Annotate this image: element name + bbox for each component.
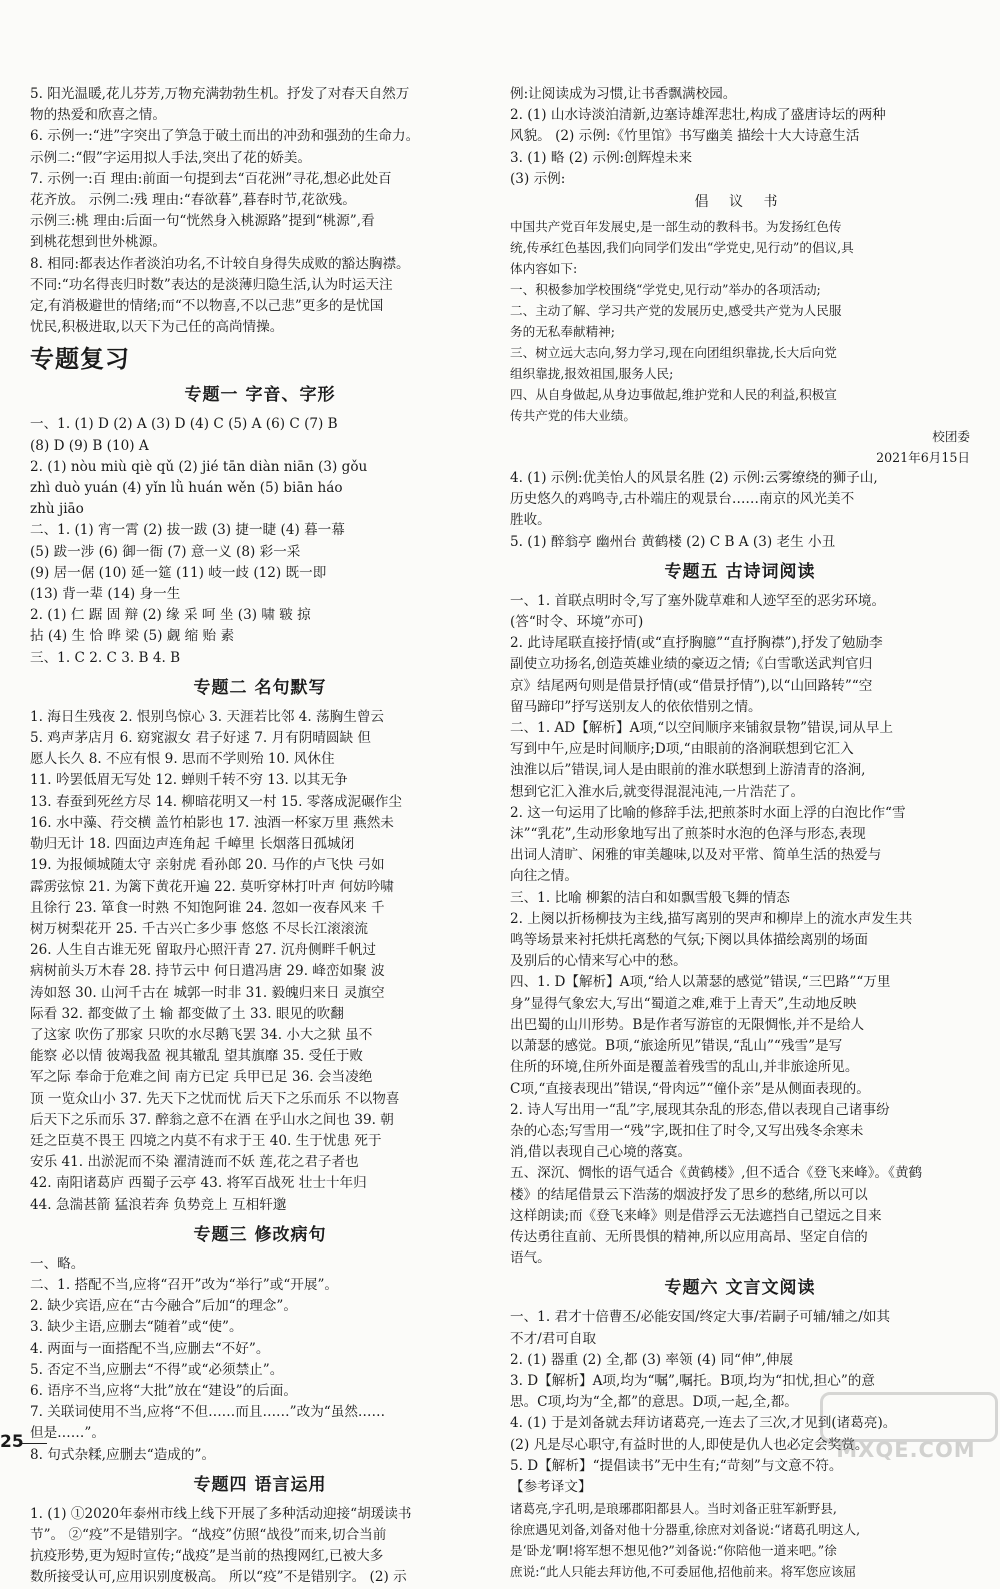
answer-line: C项,“直接表现出”错误,“骨肉远”“僮仆亲”是从侧面表现的。 xyxy=(510,1080,870,1097)
answer-line: 13. 春蚕到死丝方尽 14. 柳暗花明又一村 15. 零落成泥碾作尘 xyxy=(30,793,402,810)
watermark-site-text: MXQE.COM xyxy=(836,1438,976,1462)
answer-line: 6. 示例一:“进”字突出了笋急于破土而出的冲劲和强劲的生命力。 xyxy=(30,128,420,145)
answer-line: 44. 急湍甚箭 猛浪若奔 负势竞上 互相轩邈 xyxy=(30,1196,287,1213)
answer-line: 5. 鸡声茅店月 6. 窈窕淑女 君子好逑 7. 月有阴晴圆缺 但 xyxy=(30,730,372,747)
answer-line: 26. 人生自古谁无死 留取丹心照汗青 27. 沉舟侧畔千帆过 xyxy=(30,942,376,959)
answer-line: 向往之情。 xyxy=(510,868,578,885)
handwritten-line: 体内容如下: xyxy=(510,261,578,277)
answer-line: 抗疫形势,更为短时宣传;“战疫”是当前的热搜网红,已被大多 xyxy=(30,1548,384,1565)
topic-heading: 专题一 字音、字形 xyxy=(184,385,336,406)
answer-line: 楼》的结尾借景云下浩荡的烟波抒发了思乡的愁绪,所以可以 xyxy=(510,1186,868,1203)
answer-line: (9) 居一倨 (10) 延一筵 (11) 岐一歧 (12) 既一即 xyxy=(30,564,327,581)
answer-line: 顶 一览众山小 37. 先天下之忧而忧 后天下之乐而乐 不以物喜 xyxy=(30,1090,400,1107)
answer-line: 四、1. D【解析】A项,“给人以萧瑟的感觉”错误,“三巴路”“万里 xyxy=(510,974,891,991)
answer-line: 3. (1) 略 (2) 示例:创辉煌未来 xyxy=(510,149,693,166)
answer-line: 但是……”。 xyxy=(30,1425,105,1442)
answer-line: 霹雳弦惊 21. 为篱下黄花开遍 22. 莫听穿林打叶声 何妨吟啸 xyxy=(30,878,394,895)
answer-line: 示例二:“假”字运用拟人手法,突出了花的娇美。 xyxy=(30,149,312,166)
answer-line: 5. 否定不当,应删去“不得”或“必须禁止”。 xyxy=(30,1361,284,1378)
answer-line: 11. 吟罢低眉无写处 12. 蝉则千转不穷 13. 以其无争 xyxy=(30,772,348,789)
answer-line: 6. 语序不当,应将“大批”放在“建设”的后面。 xyxy=(30,1382,297,1399)
proposal-signature: 2021年6月15日 xyxy=(876,450,970,466)
answer-line: 这样朗读;而《登飞来峰》则是借浮云无法遮挡自己望远之目来 xyxy=(510,1207,882,1224)
answer-line: 沫”“乳花”,生动形象地写出了煎茶时水泡的色泽与形态,表现 xyxy=(510,826,866,843)
answer-line: 4. 两面与一面搭配不当,应删去“不好”。 xyxy=(30,1340,270,1357)
answer-line: 二、1. AD【解析】A项,“以空间顺序来铺叙景物”错误,词从早上 xyxy=(510,720,894,737)
answer-line: 3. D【解析】A项,均为“嘱”,嘱托。B项,均为“扣忧,担心”的意 xyxy=(510,1372,875,1389)
answer-line: 一、略。 xyxy=(30,1255,85,1272)
handwritten-line: 四、从自身做起,从身边事做起,维护党和人民的利益,积极宣 xyxy=(510,387,837,403)
answer-line: 写到中午,应是时间顺序;D项,“由眼前的洛涧联想到它汇入 xyxy=(510,741,854,758)
answer-line: 节”。 ②“疫”不是错别字。“战疫”仿照“战役”而来,切合当前 xyxy=(30,1526,387,1543)
answer-line: 5. D【解析】“提倡读书”无中生有;“苛刻”与文意不符。 xyxy=(510,1457,843,1474)
handwritten-line: 统,传承红色基因,我们向同学们发出“学党史,见行动”的倡议,具 xyxy=(510,240,854,256)
answer-line: 后天下之乐而乐 37. 醉翁之意不在酒 在乎山水之间也 39. 朝 xyxy=(30,1111,394,1128)
answer-line: 4. (1) 示例:优美怡人的风景名胜 (2) 示例:云雾缭绕的狮子山, xyxy=(510,470,878,487)
answer-line: 思。C项,均为“全,都”的意思。D项,一起,全,都。 xyxy=(510,1394,798,1411)
answer-line: 愿人长久 8. 不应有恨 9. 思而不学则殆 10. 风休住 xyxy=(30,751,335,768)
topic-heading: 专题二 名句默写 xyxy=(193,677,327,698)
answer-line: 4. (1) 于是刘备就去拜访诸葛亮,一连去了三次,才见到(诸葛亮)。 xyxy=(510,1415,897,1432)
answer-line: (3) 示例: xyxy=(510,170,566,187)
answer-line: 能察 必以情 彼竭我盈 视其辙乱 望其旗靡 35. 受任于败 xyxy=(30,1048,364,1065)
answer-line: 浊淮以后”错误,词人是由眼前的淮水联想到上游清青的洛涧, xyxy=(510,762,866,779)
answer-line: 出巴蜀的山川形势。B是作者写游宦的无限惆怅,并不是给人 xyxy=(510,1016,865,1033)
answer-line: 出词人清旷、闲雅的审美趣味,以及对平常、简单生活的热爱与 xyxy=(510,847,882,864)
review-section-title: 专题复习 xyxy=(30,345,130,374)
answer-line: 拈 (4) 生 恰 晔 梁 (5) 觑 缩 贻 素 xyxy=(30,628,235,645)
answer-line: 二、1. 搭配不当,应将“召开”改为“举行”或“开展”。 xyxy=(30,1276,338,1293)
answer-line: 2. 这一句运用了比喻的修辞手法,把煎茶时水面上浮的白泡比作“雪 xyxy=(510,804,906,821)
watermark-badge-frame xyxy=(820,1392,998,1442)
answer-line: 了这家 吹伤了那家 只吹的水尽鹅飞罢 34. 小大之狱 虽不 xyxy=(30,1026,373,1043)
answer-line: 三、1. 比喻 柳絮的洁白和如飘雪般飞舞的情态 xyxy=(510,889,790,906)
topic-heading: 专题三 修改病句 xyxy=(193,1224,327,1245)
answer-line: 16. 水中藻、荇交横 盖竹柏影也 17. 浊酒一杯家万里 燕然未 xyxy=(30,814,394,831)
page-number: 25 xyxy=(0,1432,24,1452)
answer-line: 留马蹄印”抒写送别友人的依依惜别之情。 xyxy=(510,698,762,715)
answer-line: 7. 示例一:百 理由:前面一句提到去“百花洲”寻花,想必此处百 xyxy=(30,170,392,187)
handwritten-line: 三、树立远大志向,努力学习,现在向团组织靠拢,长大后向党 xyxy=(510,345,837,361)
watermark-logo xyxy=(820,1392,992,1464)
answer-line: 3. 缺少主语,应删去“随着”或“使”。 xyxy=(30,1319,243,1336)
answer-line: 廷之臣莫不畏王 四境之内莫不有求于王 40. 生于忧患 死于 xyxy=(30,1132,382,1149)
answer-line: 定,有消极避世的情绪;而“不以物喜,不以己悲”更多的是忧国 xyxy=(30,298,384,315)
answer-line: 2. 缺少宾语,应在“古今融合”后加“的理念”。 xyxy=(30,1298,297,1315)
handwritten-line: 二、主动了解、学习共产党的发展历史,感受共产党为人民服 xyxy=(510,303,842,319)
answer-line: 身”显得气象宏大,写出“蜀道之难,难于上青天”,生动地反映 xyxy=(510,995,857,1012)
answer-line: 2. 诗人写出用一“乱”字,展现其杂乱的形态,借以表现自己诸事纷 xyxy=(510,1101,890,1118)
answer-line: 历史悠久的鸡鸣寺,古朴端庄的观景台……南京的风光美不 xyxy=(510,491,855,508)
page-number-rule xyxy=(22,1443,47,1444)
topic-heading: 专题四 语言运用 xyxy=(193,1474,327,1495)
handwritten-line: 中国共产党百年发展史,是一部生动的教科书。为发扬红色传 xyxy=(510,219,842,235)
proposal-signature: 校团委 xyxy=(932,429,970,445)
answer-line: 传达勇往直前、无所畏惧的精神,所以应用高昂、坚定自信的 xyxy=(510,1228,868,1245)
answer-line: 2. (1) 山水诗淡泊清新,边塞诗雄浑悲壮,构成了盛唐诗坛的两种 xyxy=(510,107,886,124)
answer-line: 19. 为报倾城随太守 亲射虎 看孙郎 20. 马作的卢飞快 弓如 xyxy=(30,857,385,874)
handwritten-line: 传共产党的伟大业绩。 xyxy=(510,408,636,424)
answer-line: 不才/君可自取 xyxy=(510,1330,597,1347)
answer-line: 病树前头万木春 28. 持节云中 何日遣冯唐 29. 峰峦如聚 波 xyxy=(30,963,385,980)
answer-line: (5) 跋一涉 (6) 御一衙 (7) 意一义 (8) 彩一采 xyxy=(30,543,301,560)
answer-line: 2. (1) nòu miù qiè qǔ (2) jié tān diàn niān (3) gǒu xyxy=(30,458,368,475)
answer-line: 1. 海日生残夜 2. 恨别鸟惊心 3. 天涯若比邻 4. 荡胸生曾云 xyxy=(30,708,385,725)
answer-line: zhù jiāo xyxy=(30,501,84,518)
answer-line: 安乐 41. 出淤泥而不染 濯清涟而不妖 莲,花之君子者也 xyxy=(30,1154,359,1171)
right-column xyxy=(510,84,970,1582)
answer-line: 一、1. 君才十倍曹丕/必能安国/终定大事/若嗣子可辅/辅之/如其 xyxy=(510,1309,891,1326)
topic-heading: 专题六 文言文阅读 xyxy=(664,1278,816,1299)
answer-line: 5. (1) 醉翁亭 幽州台 黄鹤楼 (2) C B A (3) 老生 小丑 xyxy=(510,533,836,550)
answer-line: 忧民,积极进取,以天下为己任的高尚情操。 xyxy=(30,319,284,336)
answer-line: 鸣等场景来衬托烘托离愁的气氛;下阕以具体描绘离别的场面 xyxy=(510,932,869,949)
answer-line: 副使立功扬名,创造英雄业绩的豪迈之情;《白雪歌送武判官归 xyxy=(510,656,873,673)
answer-line: 不同:“功名得丧归时数”表达的是淡薄归隐生活,认为时运天注 xyxy=(30,276,393,293)
answer-line: 及别后的心情来写心中的愁。 xyxy=(510,953,687,970)
left-column xyxy=(30,84,490,1589)
answer-line: 京》结尾两句则是借景抒情(或“借景抒情”),以“山回路转”“空 xyxy=(510,677,873,694)
answer-line: 例:让阅读成为习惯,让书香飘满校园。 xyxy=(510,86,737,102)
answer-line: (2) 凡是尽心职守,有益时世的人,即使是仇人也必定会奖赏。 xyxy=(510,1436,869,1453)
handwritten-line: 是‘卧龙’啊!将军想不想见他?”刘备说:“你陪他一道来吧。”徐 xyxy=(510,1543,837,1559)
answer-line: 且徐行 23. 箪食一时熟 不知饱阿谁 24. 忽如一夜春风来 千 xyxy=(30,899,385,916)
answer-line: 7. 关联词使用不当,应将“不但……而且……”改为“虽然…… xyxy=(30,1404,386,1421)
answer-line: 1. (1) ①2020年泰州市线上线下开展了多种活动迎接“胡瑗读书 xyxy=(30,1505,412,1522)
answer-line: 2. (1) 仁 踞 固 辩 (2) 缘 采 呵 坐 (3) 啸 皲 掠 xyxy=(30,607,311,624)
answer-line: 树万树梨花开 25. 千古兴亡多少事 悠悠 不尽长江滚滚流 xyxy=(30,920,368,937)
answer-line: 2. (1) 器重 (2) 全,都 (3) 率领 (4) 同“伸”,伸展 xyxy=(510,1351,794,1368)
handwritten-line: 庶说:“此人只能去拜访他,不可委屈他,招他前来。将军您应该屈 xyxy=(510,1564,857,1580)
answer-line: 二、1. (1) 宵一霄 (2) 拔一跋 (3) 捷一睫 (4) 暮一幕 xyxy=(30,522,345,539)
answer-line: 42. 南阳诸葛庐 西蜀子云亭 43. 将军百战死 壮士十年归 xyxy=(30,1175,367,1192)
answer-line: (13) 背一辈 (14) 身一生 xyxy=(30,586,181,603)
answer-line: 2. 此诗尾联直接抒情(或“直抒胸臆”“直抒胸襟”),抒发了勉励李 xyxy=(510,635,883,652)
answer-line: (答“时令、环境”亦可) xyxy=(510,614,644,631)
answer-line: 数所接受认可,应用识别度极高。 所以“疫”不是错别字。 (2) 示 xyxy=(30,1569,407,1586)
answer-line: zhì duò yuán (4) yǐn lǜ huán wěn (5) biān háo xyxy=(30,480,343,497)
handwritten-line: 一、积极参加学校围绕“学党史,见行动”举办的各项活动; xyxy=(510,282,821,298)
answer-line: 三、1. C 2. C 3. B 4. B xyxy=(30,649,181,666)
handwritten-line: 诸葛亮,字孔明,是琅琊郡阳都县人。当时刘备正驻军新野县, xyxy=(510,1501,837,1517)
answer-line: 以萧瑟的感觉。B项,“旅途所见”错误,“乱山”“残雪”是写 xyxy=(510,1038,843,1055)
answer-line: 风貌。 (2) 示例:《竹里馆》书写幽美 描绘十大大诗意生活 xyxy=(510,128,860,145)
answer-line: 军之际 奉命于危难之间 南方已定 兵甲已足 36. 会当凌绝 xyxy=(30,1069,373,1086)
answer-line: 五、深沉、惆怅的语气适合《黄鹤楼》,但不适合《登飞来峰》。《黄鹤 xyxy=(510,1165,923,1182)
answer-line: 物的热爱和欣喜之情。 xyxy=(30,107,166,124)
answer-line: 5. 阳光温暖,花儿芬芳,万物充满勃勃生机。抒发了对春天自然万 xyxy=(30,86,410,102)
answer-line: 一、1. (1) D (2) A (3) D (4) C (5) A (6) C (7) B xyxy=(30,416,338,433)
answer-line: 花齐放。 示例二:残 理由:“春欲暮”,暮春时节,花欲残。 xyxy=(30,192,356,209)
handwritten-line: 徐庶遇见刘备,刘备对他十分器重,徐庶对刘备说:“诸葛孔明这人, xyxy=(510,1522,861,1538)
answer-line: 8. 句式杂糅,应删去“造成的”。 xyxy=(30,1446,216,1463)
topic-heading: 专题五 古诗词阅读 xyxy=(664,561,816,582)
answer-line: 勒归无计 18. 四面边声连角起 千嶂里 长烟落日孤城闭 xyxy=(30,836,355,853)
answer-line: 【参考译文】 xyxy=(510,1478,592,1495)
answer-line: 到桃花想到世外桃源。 xyxy=(30,234,166,251)
answer-line: 2. 上阕以折杨柳技为主线,描写离别的哭声和柳岸上的流水声发生共 xyxy=(510,910,913,927)
answer-line: 杂的心态;写雪用一“残”字,既扣住了时令,又写出残冬余寒未 xyxy=(510,1122,864,1139)
handwritten-line: 组织靠拢,报效祖国,服务人民; xyxy=(510,366,674,382)
answer-line: 8. 相同:都表达作者淡泊功名,不计较自身得失成败的豁达胸襟。 xyxy=(30,255,410,272)
answer-line: 示例三:桃 理由:后面一句“恍然身入桃源路”提到“桃源”,看 xyxy=(30,213,375,230)
answer-line: 住所的环境,住所外面是覆盖着残雪的乱山,并非旅途所见。 xyxy=(510,1059,859,1076)
answer-line: 一、1. 首联点明时令,写了塞外陇草难和人迹罕至的恶劣环境。 xyxy=(510,592,886,609)
answer-line: 胜收。 xyxy=(510,512,551,529)
answer-line: 语气。 xyxy=(510,1250,551,1267)
answer-line: 涛如怒 30. 山河千古在 城郭一时非 31. 毅魄归来日 灵旗空 xyxy=(30,984,385,1001)
proposal-title: 倡 议 书 xyxy=(694,194,786,211)
answer-line: 消,借以表现自己心境的落寞。 xyxy=(510,1144,692,1161)
answer-line: (8) D (9) B (10) A xyxy=(30,437,149,454)
answer-line: 际看 32. 都变做了土 输 都变做了土 33. 眼见的吹翻 xyxy=(30,1005,344,1022)
answer-line: 想到它汇入淮水后,就变得混混沌沌,一片浩茫了。 xyxy=(510,783,805,800)
handwritten-line: 务的无私奉献精神; xyxy=(510,324,615,340)
